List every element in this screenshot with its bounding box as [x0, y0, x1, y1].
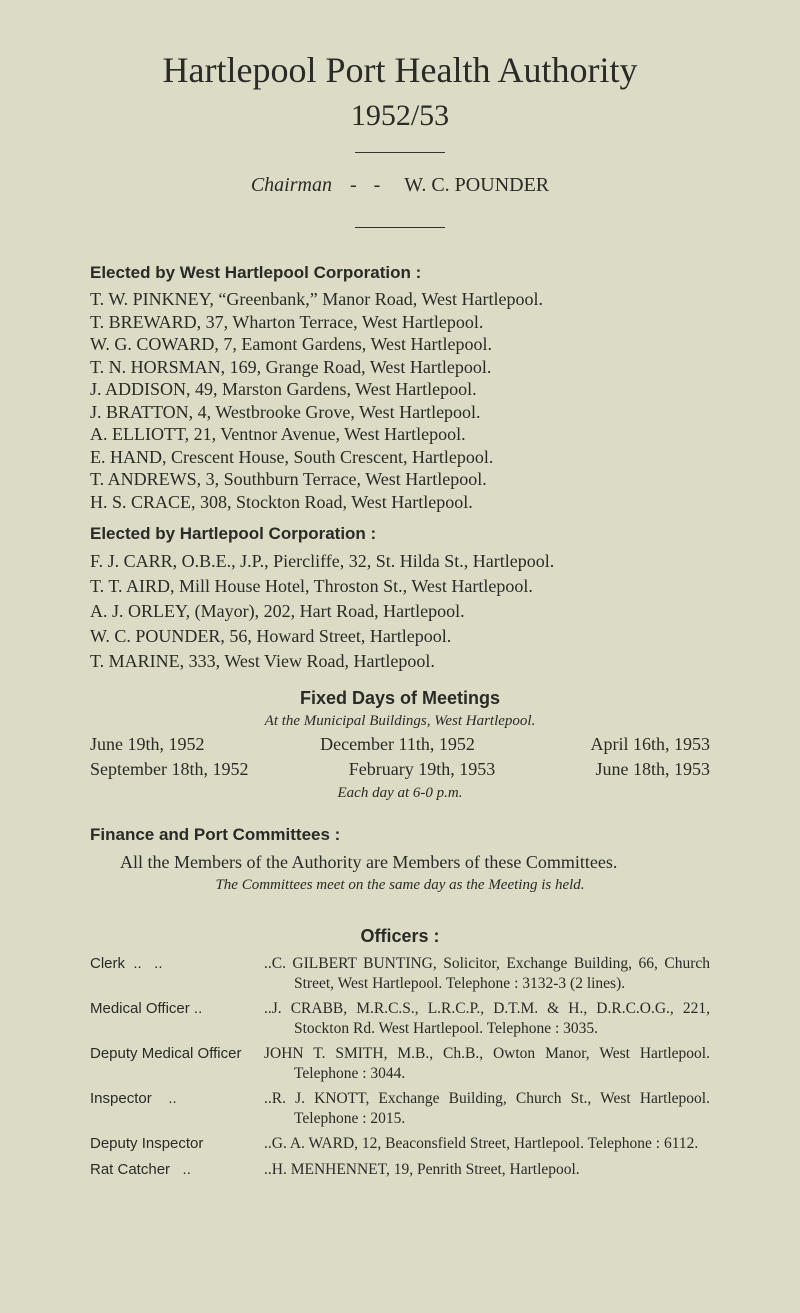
officer-details: ..H. MENHENNET, 19, Penrith Street, Hartlepool. [264, 1160, 580, 1178]
meeting-time-note: Each day at 6-0 p.m. [337, 785, 463, 801]
meeting-date: June 18th, 1953 [595, 759, 710, 779]
officer-details: ..J. CRABB, M.R.C.S., L.R.C.P., D.T.M. & H., D.R.C.O.G., 221, Stockton Rd. West Hartlepool. Telephone : 3035. [264, 1000, 710, 1037]
officer-details: ..C. GILBERT BUNTING, Solicitor, Exchange Building, 66, Church Street, West Hartlepool. Telephone : 3132-3 (2 lines). [264, 955, 710, 992]
officer-row [90, 1044, 710, 1083]
document-title: Hartlepool Port Health Authority [162, 50, 638, 90]
officer-role: Medical Officer .. [90, 1000, 203, 1017]
officers-heading: Officers : [360, 926, 440, 946]
meetings-heading: Fixed Days of Meetings [299, 688, 501, 708]
meeting-date: December 11th, 1952 [320, 734, 475, 754]
member: W. G. COWARD, 7, Eamont Gardens, West Hartlepool. [90, 334, 492, 354]
year: 1952/53 [350, 99, 450, 132]
officer-row [90, 1134, 710, 1154]
officer-role: Inspector .. [90, 1090, 177, 1107]
member: H. S. CRACE, 308, Stockton Road, West Hartlepool. [90, 491, 473, 512]
member: T. ANDREWS, 3, Southburn Terrace, West Hartlepool. [90, 469, 487, 489]
member: E. HAND, Crescent House, South Crescent, Hartlepool. [90, 446, 494, 467]
member: A. ELLIOTT, 21, Ventnor Avenue, West Hartlepool. [90, 424, 466, 444]
member: A. J. ORLEY, (Mayor), 202, Hart Road, Hartlepool. [90, 601, 465, 621]
member: T. MARINE, 333, West View Road, Hartlepool. [90, 651, 435, 671]
member: T. N. HORSMAN, 169, Grange Road, West Hartlepool. [90, 356, 492, 377]
meeting-date: June 19th, 1952 [90, 734, 205, 754]
officer-row [90, 1160, 710, 1180]
member: J. ADDISON, 49, Marston Gardens, West Hartlepool. [90, 379, 477, 399]
officer-role: Rat Catcher .. [90, 1160, 191, 1178]
officer-details: JOHN T. SMITH, M.B., Ch.B., Owton Manor, West Hartlepool. Telephone : 3044. [264, 1045, 710, 1082]
officer-row [90, 999, 710, 1038]
member: T. W. PINKNEY, “Greenbank,” Manor Road, West Hartlepool. [90, 289, 543, 309]
meeting-date: September 18th, 1952 [90, 759, 249, 779]
document-page [90, 0, 710, 1179]
officer-row [90, 954, 710, 993]
hartlepool-corp-members [90, 549, 710, 674]
officers-list [90, 954, 710, 1179]
meeting-date: February 19th, 1953 [348, 759, 496, 779]
member: W. C. POUNDER, 56, Howard Street, Hartlepool. [90, 626, 452, 646]
member: T. BREWARD, 37, Wharton Terrace, West Hartlepool. [90, 311, 484, 332]
officer-details: ..R. J. KNOTT, Exchange Building, Church St., West Hartlepool. Telephone : 2015. [264, 1090, 710, 1127]
member: J. BRATTON, 4, Westbrooke Grove, West Hartlepool. [90, 401, 481, 422]
divider [355, 227, 445, 228]
chairman-label: Chairman [250, 174, 332, 196]
member: F. J. CARR, O.B.E., J.P., Piercliffe, 32, St. Hilda St., Hartlepool. [90, 551, 555, 571]
committees-note: The Committees meet on the same day as the Meeting is held. [215, 877, 585, 893]
west-corp-members [90, 288, 710, 513]
officer-row [90, 1089, 710, 1128]
member: T. T. AIRD, Mill House Hotel, Throston St., West Hartlepool. [90, 576, 533, 596]
committees-text: All the Members of the Authority are Members of these Committees. [120, 852, 618, 872]
hartlepool-corp-heading: Elected by Hartlepool Corporation : [90, 524, 377, 543]
officer-details: ..G. A. WARD, 12, Beaconsfield Street, Hartlepool. Telephone : 6112. [264, 1135, 699, 1152]
officer-role: Clerk .. .. [90, 955, 163, 972]
divider [355, 152, 445, 153]
officer-role: Deputy Medical Officer [90, 1045, 242, 1062]
chairman-dash: - - [349, 174, 387, 196]
chairman-line [90, 173, 710, 197]
chairman-name: W. C. POUNDER [404, 174, 550, 196]
meetings-location: At the Municipal Buildings, West Hartlepool. [264, 713, 536, 729]
officer-role: Deputy Inspector [90, 1135, 204, 1152]
meeting-dates [90, 732, 710, 782]
committees-heading: Finance and Port Committees : [90, 825, 341, 844]
meeting-date: April 16th, 1953 [590, 734, 710, 754]
west-corp-heading: Elected by West Hartlepool Corporation : [90, 263, 422, 282]
